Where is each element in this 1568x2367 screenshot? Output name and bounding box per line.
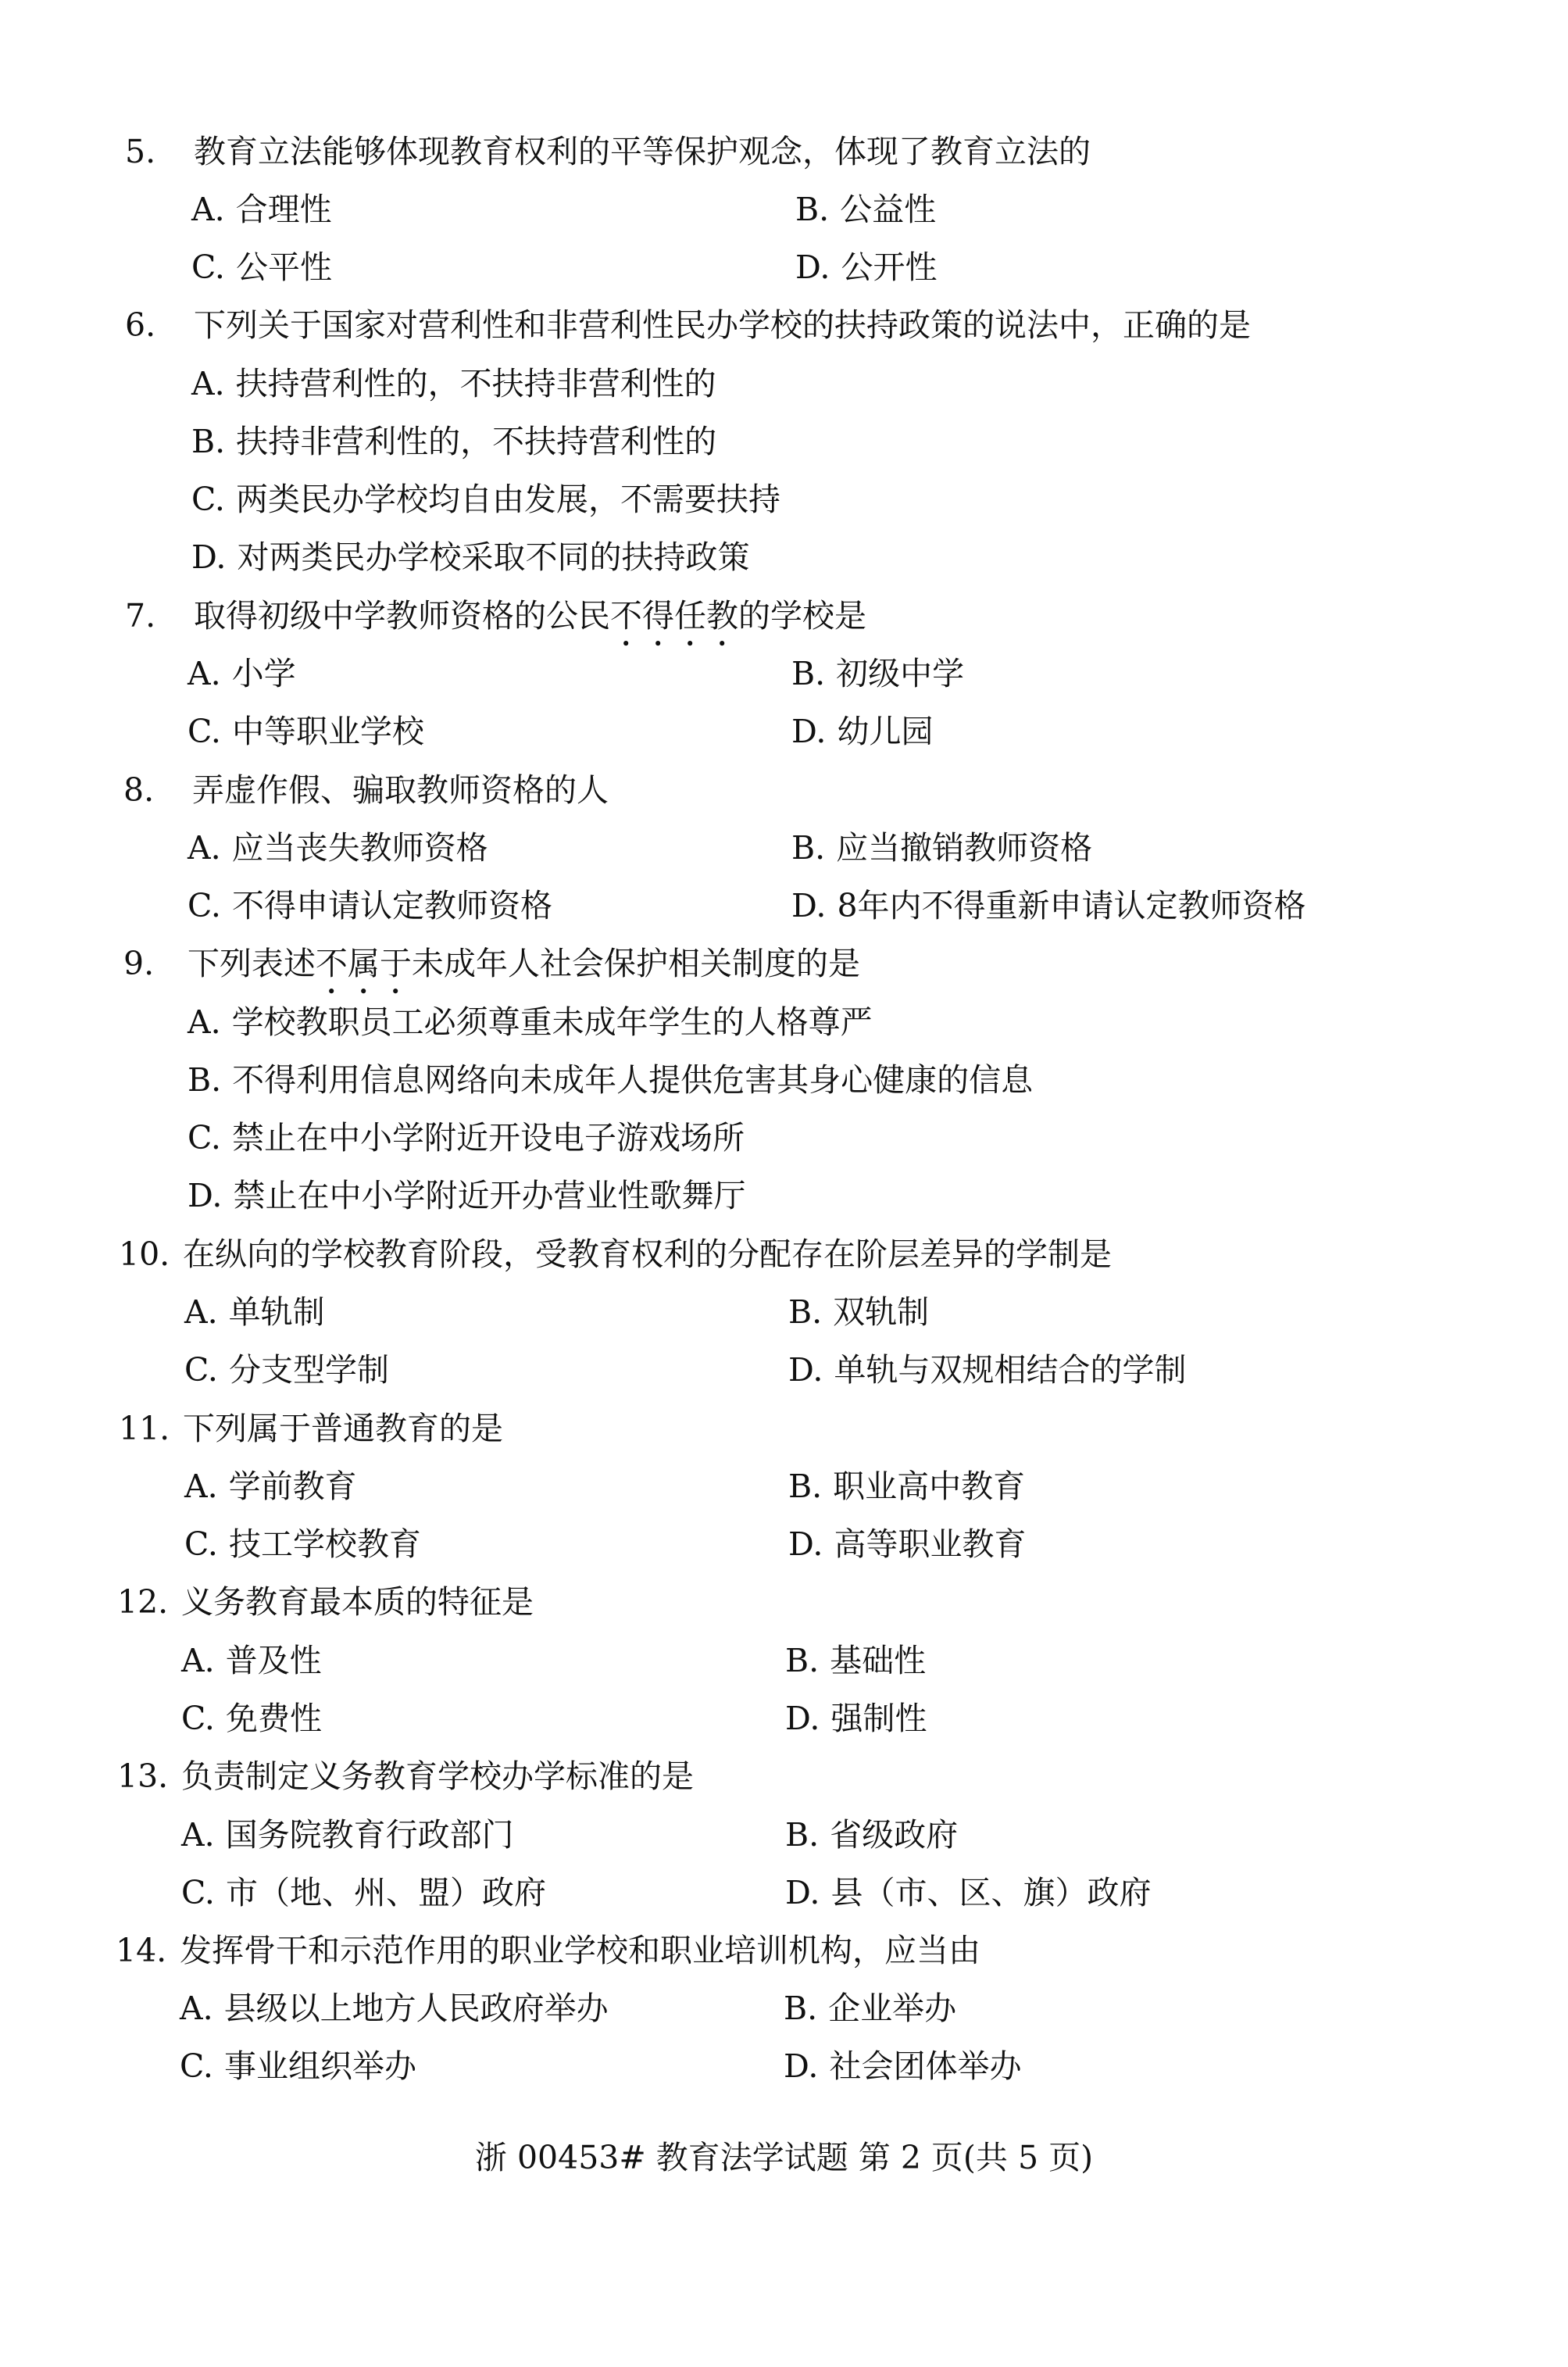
option-letter: C. xyxy=(191,248,225,286)
question-9-option-c xyxy=(188,1117,745,1158)
question-stem-emphasis: 不属于 xyxy=(316,945,412,982)
option-text: 不得利用信息网络向未成年人提供危害其身心健康的信息 xyxy=(232,1061,1034,1099)
question-stem: 下列属于普通教育的是 xyxy=(183,1410,503,1447)
option-text: 双轨制 xyxy=(833,1293,930,1331)
option-text: 应当丧失教师资格 xyxy=(231,829,488,867)
question-14-option-c xyxy=(180,2046,416,2086)
question-12-option-a xyxy=(181,1640,322,1681)
question-number: 6. xyxy=(125,306,156,344)
option-letter: A. xyxy=(188,1003,221,1041)
question-13-option-d xyxy=(785,1872,1151,1913)
option-text: 社会团体举办 xyxy=(829,2047,1022,2085)
option-text: 县级以上地方人民政府举办 xyxy=(223,1990,609,2027)
option-letter: A. xyxy=(180,1990,213,2027)
question-14-option-b xyxy=(784,1988,956,2029)
option-text: 高等职业教育 xyxy=(834,1525,1027,1563)
option-letter: B. xyxy=(191,423,226,460)
question-8-option-a xyxy=(188,828,488,868)
question-5-stem xyxy=(125,131,1091,172)
question-10-option-c xyxy=(184,1350,389,1390)
question-12-stem xyxy=(117,1582,534,1622)
option-letter: C. xyxy=(184,1351,218,1389)
question-6-option-a xyxy=(191,363,716,404)
option-letter: C. xyxy=(188,1119,221,1157)
question-12-option-c xyxy=(181,1698,322,1739)
option-text: 普及性 xyxy=(225,1642,322,1679)
option-letter: B. xyxy=(785,1816,820,1854)
option-text: 公益性 xyxy=(840,191,937,228)
option-letter: C. xyxy=(184,1525,218,1563)
option-letter: D. xyxy=(791,713,827,750)
option-letter: D. xyxy=(784,2047,819,2085)
question-10-option-b xyxy=(788,1292,929,1332)
question-stem-post: 未成年人社会保护相关制度的是 xyxy=(412,945,860,982)
question-6-option-d xyxy=(191,537,749,577)
question-7-option-d xyxy=(791,711,933,752)
option-letter: A. xyxy=(184,1293,218,1331)
question-6-option-c xyxy=(191,479,780,520)
option-text: 小学 xyxy=(231,655,296,692)
option-text: 强制性 xyxy=(830,1700,927,1737)
option-text: 中等职业学校 xyxy=(231,713,424,750)
option-letter: C. xyxy=(188,887,221,924)
question-stem-post: 的学校是 xyxy=(738,597,866,635)
question-number: 5. xyxy=(125,133,156,170)
option-text: 基础性 xyxy=(830,1642,927,1679)
option-letter: A. xyxy=(181,1816,215,1854)
question-stem: 下列关于国家对营利性和非营利性民办学校的扶持政策的说法中，正确的是 xyxy=(194,306,1251,344)
question-number: 11. xyxy=(119,1410,170,1447)
question-9-option-d xyxy=(188,1175,745,1216)
option-letter: B. xyxy=(188,1061,222,1099)
option-text: 企业举办 xyxy=(828,1990,957,2027)
option-text: 不得申请认定教师资格 xyxy=(231,887,552,924)
option-letter: D. xyxy=(791,887,827,924)
question-13-option-b xyxy=(785,1815,958,1855)
option-text: 8年内不得重新申请认定教师资格 xyxy=(837,887,1306,924)
question-number: 13. xyxy=(117,1757,169,1795)
question-stem: 在纵向的学校教育阶段，受教育权利的分配存在阶层差异的学制是 xyxy=(183,1235,1112,1273)
question-stem-emphasis: 不得任教 xyxy=(610,597,738,635)
option-letter: C. xyxy=(180,2047,213,2085)
option-text: 国务院教育行政部门 xyxy=(225,1816,514,1854)
option-letter: C. xyxy=(181,1874,215,1911)
option-letter: D. xyxy=(788,1351,823,1389)
question-10-option-d xyxy=(788,1350,1186,1390)
option-text: 职业高中教育 xyxy=(833,1468,1026,1505)
option-letter: B. xyxy=(785,1642,820,1679)
question-7-option-b xyxy=(791,653,964,694)
option-text: 免费性 xyxy=(225,1700,322,1737)
option-text: 事业组织举办 xyxy=(223,2047,416,2085)
question-number: 12. xyxy=(117,1583,169,1621)
option-letter: D. xyxy=(795,248,830,286)
option-letter: D. xyxy=(788,1525,823,1563)
option-text: 初级中学 xyxy=(836,655,965,692)
question-10-stem xyxy=(119,1234,1112,1275)
option-letter: B. xyxy=(791,655,826,692)
option-text: 合理性 xyxy=(235,191,332,228)
option-letter: A. xyxy=(188,655,221,692)
option-letter: D. xyxy=(785,1700,820,1737)
question-7-stem xyxy=(125,595,866,653)
option-letter: C. xyxy=(191,481,225,518)
question-14-option-a xyxy=(180,1988,609,2029)
option-text: 公开性 xyxy=(841,248,938,286)
option-text: 禁止在中小学附近开办营业性歌舞厅 xyxy=(233,1177,746,1214)
option-text: 学前教育 xyxy=(228,1468,357,1505)
question-stem-pre: 取得初级中学教师资格的公民 xyxy=(194,597,610,635)
option-letter: D. xyxy=(785,1874,820,1911)
option-text: 公平性 xyxy=(235,248,332,286)
question-stem: 负责制定义务教育学校办学标准的是 xyxy=(181,1757,694,1795)
option-text: 市（地、州、盟）政府 xyxy=(225,1874,546,1911)
question-14-stem xyxy=(116,1930,980,1971)
option-text: 学校教职员工必须尊重未成年学生的人格尊严 xyxy=(231,1003,873,1041)
question-stem-pre: 下列表述 xyxy=(188,945,316,982)
question-number: 10. xyxy=(119,1235,170,1273)
question-6-option-b xyxy=(191,421,716,462)
option-letter: B. xyxy=(795,191,830,228)
question-11-option-d xyxy=(788,1524,1026,1564)
question-13-option-c xyxy=(181,1872,546,1913)
option-letter: D. xyxy=(191,538,227,576)
option-letter: A. xyxy=(191,191,225,228)
option-letter: B. xyxy=(784,1990,818,2027)
question-9-option-b xyxy=(188,1060,1033,1100)
question-14-option-d xyxy=(784,2046,1021,2086)
question-7-option-a xyxy=(188,653,296,694)
option-text: 扶持营利性的，不扶持非营利性的 xyxy=(235,365,716,402)
question-5-option-c xyxy=(191,247,332,288)
option-letter: B. xyxy=(788,1468,823,1505)
page-footer: 浙 00453# 教育法学试题 第 2 页(共 5 页) xyxy=(474,2139,1094,2176)
question-13-option-a xyxy=(181,1815,514,1855)
question-9-stem xyxy=(123,943,860,1001)
option-text: 技工学校教育 xyxy=(228,1525,421,1563)
question-stem: 教育立法能够体现教育权利的平等保护观念，体现了教育立法的 xyxy=(194,133,1091,170)
question-number: 8. xyxy=(123,771,155,809)
question-10-option-a xyxy=(184,1292,325,1332)
question-5-option-b xyxy=(795,189,936,230)
question-7-option-c xyxy=(188,711,424,752)
question-6-stem xyxy=(125,305,1251,345)
option-text: 禁止在中小学附近开设电子游戏场所 xyxy=(231,1119,745,1157)
question-5-option-d xyxy=(795,247,937,288)
option-letter: A. xyxy=(191,365,225,402)
question-12-option-d xyxy=(785,1698,927,1739)
question-number: 9. xyxy=(123,945,155,982)
question-13-stem xyxy=(117,1756,694,1797)
question-11-option-a xyxy=(184,1466,357,1507)
option-text: 单轨与双规相结合的学制 xyxy=(834,1351,1187,1389)
question-11-stem xyxy=(119,1408,503,1449)
question-8-stem xyxy=(123,770,609,810)
option-text: 幼儿园 xyxy=(837,713,934,750)
option-letter: D. xyxy=(188,1177,223,1214)
question-number: 7. xyxy=(125,597,156,635)
option-text: 分支型学制 xyxy=(228,1351,389,1389)
option-letter: C. xyxy=(188,713,221,750)
question-8-option-b xyxy=(791,828,1092,868)
option-text: 对两类民办学校采取不同的扶持政策 xyxy=(237,538,750,576)
option-letter: A. xyxy=(188,829,221,867)
question-11-option-b xyxy=(788,1466,1025,1507)
question-stem: 发挥骨干和示范作用的职业学校和职业培训机构，应当由 xyxy=(180,1932,980,1969)
option-letter: C. xyxy=(181,1700,215,1737)
question-9-option-a xyxy=(188,1002,873,1042)
option-text: 扶持非营利性的，不扶持营利性的 xyxy=(236,423,717,460)
option-text: 两类民办学校均自由发展，不需要扶持 xyxy=(235,481,780,518)
option-letter: B. xyxy=(791,829,826,867)
question-stem: 义务教育最本质的特征是 xyxy=(181,1583,534,1621)
option-text: 省级政府 xyxy=(830,1816,959,1854)
option-text: 单轨制 xyxy=(228,1293,325,1331)
question-8-option-c xyxy=(188,885,552,926)
option-letter: A. xyxy=(181,1642,215,1679)
question-12-option-b xyxy=(785,1640,926,1681)
option-letter: A. xyxy=(184,1468,218,1505)
option-text: 应当撤销教师资格 xyxy=(836,829,1093,867)
question-8-option-d xyxy=(791,885,1306,926)
option-text: 县（市、区、旗）政府 xyxy=(830,1874,1152,1911)
question-5-option-a xyxy=(191,189,332,230)
question-number: 14. xyxy=(116,1932,167,1969)
option-letter: B. xyxy=(788,1293,823,1331)
question-11-option-c xyxy=(184,1524,421,1564)
question-stem: 弄虚作假、骗取教师资格的人 xyxy=(192,771,609,809)
